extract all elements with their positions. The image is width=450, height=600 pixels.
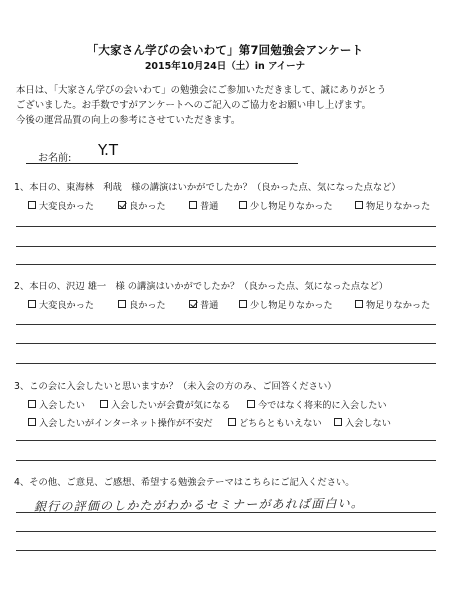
answer-line[interactable] xyxy=(16,531,436,532)
q3-option-4[interactable]: 入会したいがインターネット操作が不安だ xyxy=(28,415,213,429)
q1-option-2[interactable]: 良かった xyxy=(118,198,166,212)
survey-title: 「大家さん学びの会いわて」第7回勉強会アンケート xyxy=(86,43,364,57)
handwritten-answer[interactable]: 銀行の評価のしかたがわかるセミナーがあれば面白い。 xyxy=(33,496,365,514)
checkbox-icon[interactable] xyxy=(28,400,36,408)
name-underline xyxy=(26,163,298,164)
name-value[interactable]: Y.T xyxy=(98,141,119,159)
q3-option-1[interactable]: 入会したい xyxy=(28,397,85,411)
name-label: お名前: xyxy=(38,153,72,164)
answer-line[interactable] xyxy=(16,550,436,551)
q2-option-4[interactable]: 少し物足りなかった xyxy=(239,297,333,311)
q3-option-3[interactable]: 今ではなく将来的に入会したい xyxy=(247,397,387,411)
checkbox-icon[interactable] xyxy=(334,418,342,426)
checkbox-icon[interactable] xyxy=(189,201,197,209)
q1-option-1[interactable]: 大変良かった xyxy=(28,198,94,212)
answer-line[interactable] xyxy=(16,343,436,344)
checkbox-icon[interactable] xyxy=(239,201,247,209)
checkbox-icon[interactable] xyxy=(28,418,36,426)
answer-line[interactable] xyxy=(16,440,436,441)
q2-option-5[interactable]: 物足りなかった xyxy=(355,297,430,311)
checkbox-icon[interactable] xyxy=(355,300,363,308)
question-4: 4、その他、ご意見、ご感想、希望する勉強会テーマはこちらにご記入ください。 xyxy=(14,477,355,488)
answer-line[interactable] xyxy=(16,512,436,513)
q2-option-2[interactable]: 良かった xyxy=(118,297,166,311)
q1-option-5[interactable]: 物足りなかった xyxy=(355,198,430,212)
checked-checkbox-icon[interactable] xyxy=(189,300,197,308)
intro-line-1: 本日は、「大家さん学びの会いわて」の勉強会にご参加いただきまして、誠にありがとう xyxy=(16,85,387,96)
checkbox-icon[interactable] xyxy=(228,418,236,426)
checked-checkbox-icon[interactable] xyxy=(118,201,126,209)
answer-line[interactable] xyxy=(16,460,436,461)
checkbox-icon[interactable] xyxy=(28,201,36,209)
checkbox-icon[interactable] xyxy=(100,400,108,408)
question-3: 3、この会に入会したいと思いますか？（未入会の方のみ、ご回答ください） xyxy=(14,381,337,392)
checkbox-icon[interactable] xyxy=(28,300,36,308)
checkbox-icon[interactable] xyxy=(355,201,363,209)
q3-option-5[interactable]: どちらともいえない xyxy=(228,415,322,429)
answer-line[interactable] xyxy=(16,246,436,247)
checkbox-icon[interactable] xyxy=(118,300,126,308)
q2-option-3[interactable]: 普通 xyxy=(189,297,218,311)
checkbox-icon[interactable] xyxy=(239,300,247,308)
q3-option-2[interactable]: 入会したいが会費が気になる xyxy=(100,397,230,411)
q2-option-1[interactable]: 大変良かった xyxy=(28,297,94,311)
q1-option-4[interactable]: 少し物足りなかった xyxy=(239,198,333,212)
intro-line-3: 今後の運営品質の向上の参考にさせていただきます。 xyxy=(16,115,241,126)
question-1: 1、本日の、東海林 利哉 様の講演はいかがでしたか？（良かった点、気になった点など） xyxy=(14,182,401,193)
answer-line[interactable] xyxy=(16,226,436,227)
q1-option-3[interactable]: 普通 xyxy=(189,198,218,212)
question-2: 2、本日の、沢辺 雄一 様 の講演はいかがでしたか？（良かった点、気になった点など） xyxy=(14,281,389,292)
intro-line-2: ございました。お手数ですがアンケートへのご記入のご協力をお願い申し上げます。 xyxy=(16,100,371,111)
answer-line[interactable] xyxy=(16,363,436,364)
checkbox-icon[interactable] xyxy=(247,400,255,408)
survey-date-venue: 2015年10月24日（土）in アイーナ xyxy=(144,61,306,72)
q3-option-6[interactable]: 入会しない xyxy=(334,415,391,429)
answer-line[interactable] xyxy=(16,324,436,325)
answer-line[interactable] xyxy=(16,264,436,265)
